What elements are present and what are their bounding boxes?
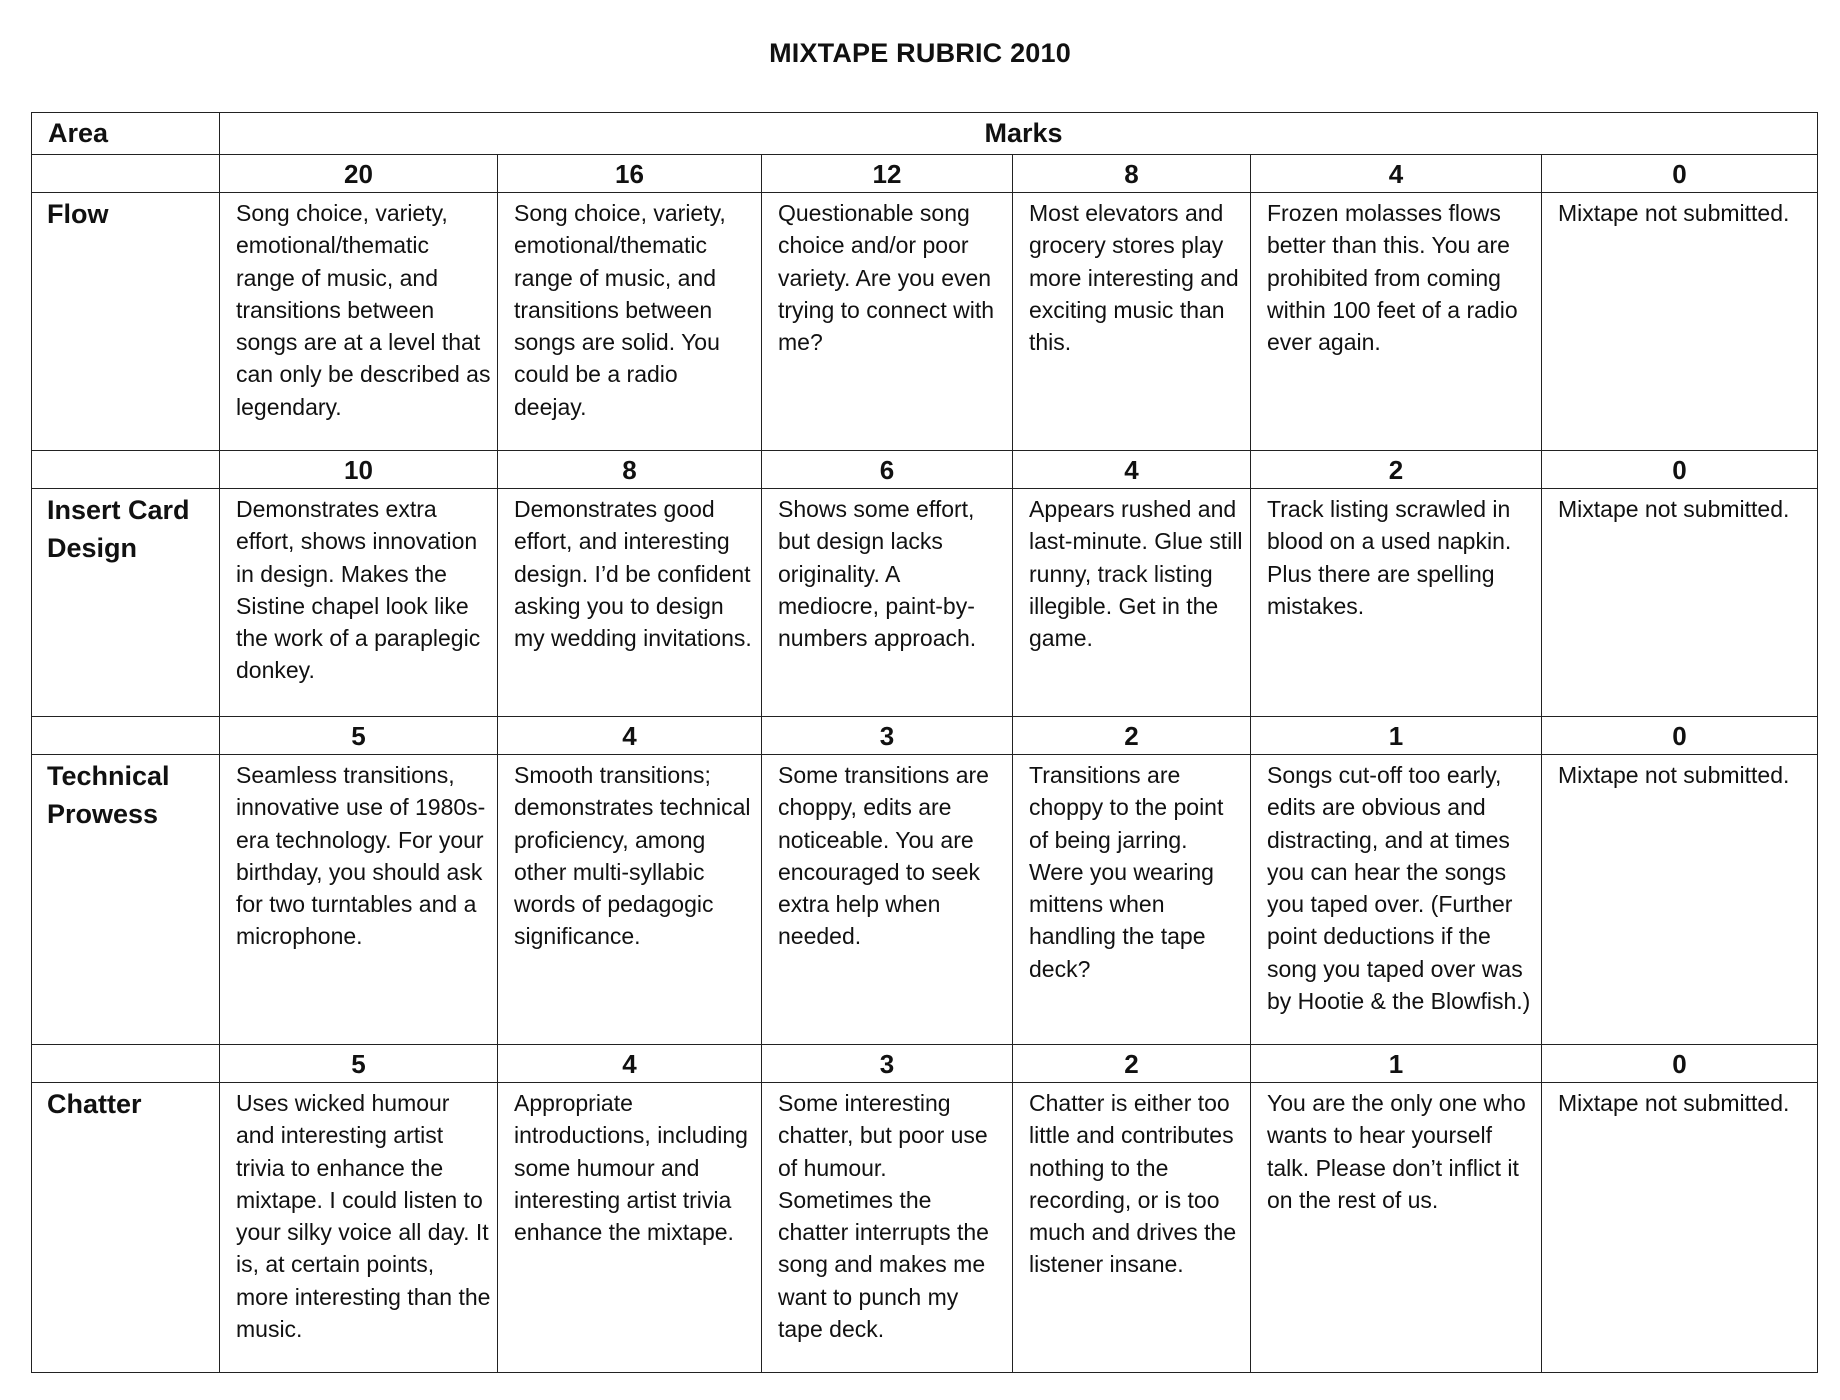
mark-value: 2: [1251, 451, 1542, 489]
mark-value: 1: [1251, 717, 1542, 755]
criteria-description: Smooth transitions; demonstrates technical proficiency, among other multi-syllabic words of pedagogic significance.: [498, 755, 762, 1045]
mark-value: 0: [1542, 451, 1818, 489]
criteria-description: Mixtape not submitted.: [1542, 755, 1818, 1045]
marks-row-chatter: [32, 1045, 1818, 1083]
mark-value: 4: [498, 717, 762, 755]
blank-cell: [32, 155, 220, 193]
mark-value: 3: [762, 1045, 1013, 1083]
mark-value: 16: [498, 155, 762, 193]
criteria-row-technical-prowess: [32, 755, 1818, 1045]
blank-cell: [32, 1045, 220, 1083]
criteria-description: Appropriate introductions, including some humour and interesting artist trivia enhance the mixtape.: [498, 1083, 762, 1373]
mark-value: 0: [1542, 1045, 1818, 1083]
mark-value: 1: [1251, 1045, 1542, 1083]
mark-value: 5: [220, 1045, 498, 1083]
mark-value: 0: [1542, 717, 1818, 755]
criteria-description: Mixtape not submitted.: [1542, 193, 1818, 451]
criteria-description: Seamless transitions, innovative use of 1980s-era technology. For your birthday, you should ask for two turntables and a microphone.: [220, 755, 498, 1045]
criteria-description: Chatter is either too little and contributes nothing to the recording, or is too much and drives the listener insane.: [1013, 1083, 1251, 1373]
criteria-description: Some transitions are choppy, edits are noticeable. You are encouraged to seek extra help when needed.: [762, 755, 1013, 1045]
area-label-chatter: Chatter: [32, 1083, 220, 1373]
blank-cell: [32, 451, 220, 489]
mark-value: 12: [762, 155, 1013, 193]
mark-value: 4: [498, 1045, 762, 1083]
criteria-description: Appears rushed and last-minute. Glue still runny, track listing illegible. Get in the game.: [1013, 489, 1251, 717]
criteria-description: You are the only one who wants to hear yourself talk. Please don’t inflict it on the rest of us.: [1251, 1083, 1542, 1373]
area-column-header: Area: [32, 113, 220, 155]
document-title: MIXTAPE RUBRIC 2010: [769, 38, 1071, 68]
criteria-description: Demonstrates extra effort, shows innovation in design. Makes the Sistine chapel look like the work of a paraplegic donkey.: [220, 489, 498, 717]
area-label-flow: Flow: [32, 193, 220, 451]
blank-cell: [32, 717, 220, 755]
criteria-description: Frozen molasses flows better than this. You are prohibited from coming within 100 feet of a radio ever again.: [1251, 193, 1542, 451]
mark-value: 0: [1542, 155, 1818, 193]
criteria-description: Uses wicked humour and interesting artist trivia to enhance the mixtape. I could listen to your silky voice all day. It is, at certain points, more interesting than the music.: [220, 1083, 498, 1373]
criteria-row-flow: [32, 193, 1818, 451]
area-label-technical-prowess: Technical Prowess: [32, 755, 220, 1045]
mark-value: 2: [1013, 717, 1251, 755]
mark-value: 5: [220, 717, 498, 755]
mark-value: 10: [220, 451, 498, 489]
header-row: [32, 113, 1818, 155]
criteria-description: Questionable song choice and/or poor variety. Are you even trying to connect with me?: [762, 193, 1013, 451]
criteria-description: Mixtape not submitted.: [1542, 1083, 1818, 1373]
mark-value: 8: [498, 451, 762, 489]
marks-row-technical-prowess: [32, 717, 1818, 755]
mark-value: 6: [762, 451, 1013, 489]
mark-value: 8: [1013, 155, 1251, 193]
criteria-description: Songs cut-off too early, edits are obvious and distracting, and at times you can hear the songs you taped over. (Further point deductions if the song you taped over was by Hootie & the Blowfish.): [1251, 755, 1542, 1045]
criteria-description: Song choice, variety, emotional/thematic range of music, and transitions between songs are at a level that can only be described as legendary.: [220, 193, 498, 451]
mark-value: 3: [762, 717, 1013, 755]
criteria-description: Song choice, variety, emotional/thematic range of music, and transitions between songs are solid. You could be a radio deejay.: [498, 193, 762, 451]
mark-value: 20: [220, 155, 498, 193]
criteria-description: Mixtape not submitted.: [1542, 489, 1818, 717]
mark-value: 2: [1013, 1045, 1251, 1083]
rubric-table: [31, 112, 1818, 1373]
criteria-description: Most elevators and grocery stores play more interesting and exciting music than this.: [1013, 193, 1251, 451]
criteria-description: Transitions are choppy to the point of being jarring. Were you wearing mittens when handling the tape deck?: [1013, 755, 1251, 1045]
area-label-insert-card-design: Insert Card Design: [32, 489, 220, 717]
criteria-description: Some interesting chatter, but poor use of humour. Sometimes the chatter interrupts the song and makes me want to punch my tape deck.: [762, 1083, 1013, 1373]
mark-value: 4: [1251, 155, 1542, 193]
marks-column-header: Marks: [220, 113, 1818, 155]
mark-value: 4: [1013, 451, 1251, 489]
criteria-description: Track listing scrawled in blood on a used napkin. Plus there are spelling mistakes.: [1251, 489, 1542, 717]
criteria-description: Demonstrates good effort, and interesting design. I’d be confident asking you to design my wedding invitations.: [498, 489, 762, 717]
criteria-description: Shows some effort, but design lacks originality. A mediocre, paint-by-numbers approach.: [762, 489, 1013, 717]
marks-row-insert-card-design: [32, 451, 1818, 489]
marks-row-flow: [32, 155, 1818, 193]
criteria-row-chatter: [32, 1083, 1818, 1373]
criteria-row-insert-card-design: [32, 489, 1818, 717]
